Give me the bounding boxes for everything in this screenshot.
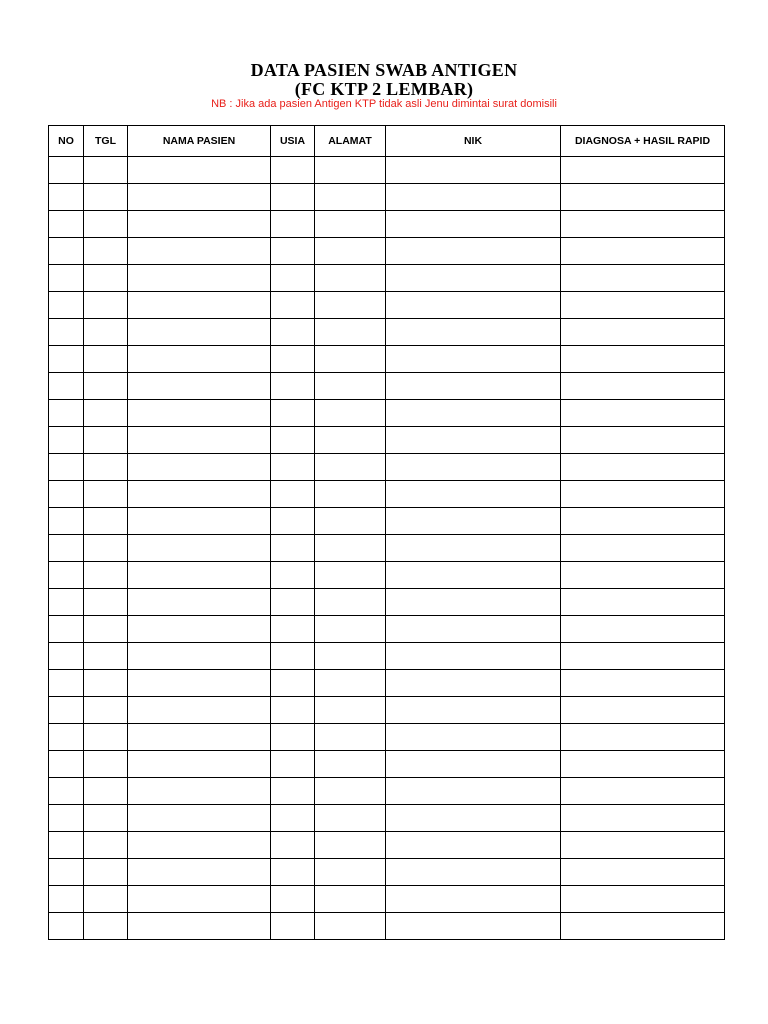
cell-alamat[interactable]: [315, 238, 386, 265]
table-row: [49, 454, 725, 481]
header-diagnosa-hasil-rapid: DIAGNOSA + HASIL RAPID: [561, 126, 725, 157]
cell-alamat[interactable]: [315, 211, 386, 238]
cell-diagnosa-hasil-rapid[interactable]: [561, 238, 725, 265]
cell-nama-pasien[interactable]: [128, 481, 271, 508]
cell-nik[interactable]: [386, 508, 561, 535]
cell-usia[interactable]: [271, 805, 315, 832]
cell-nama-pasien[interactable]: [128, 319, 271, 346]
cell-diagnosa-hasil-rapid[interactable]: [561, 319, 725, 346]
table-row: [49, 589, 725, 616]
cell-tgl[interactable]: [84, 184, 128, 211]
cell-diagnosa-hasil-rapid[interactable]: [561, 805, 725, 832]
cell-usia[interactable]: [271, 508, 315, 535]
header-nik: NIK: [386, 126, 561, 157]
cell-alamat[interactable]: [315, 454, 386, 481]
cell-tgl[interactable]: [84, 427, 128, 454]
table-row: [49, 751, 725, 778]
cell-usia[interactable]: [271, 724, 315, 751]
table-row: [49, 157, 725, 184]
cell-tgl[interactable]: [84, 481, 128, 508]
cell-alamat[interactable]: [315, 751, 386, 778]
cell-alamat[interactable]: [315, 535, 386, 562]
cell-tgl[interactable]: [84, 346, 128, 373]
cell-diagnosa-hasil-rapid[interactable]: [561, 670, 725, 697]
cell-diagnosa-hasil-rapid[interactable]: [561, 265, 725, 292]
cell-nama-pasien[interactable]: [128, 454, 271, 481]
cell-no[interactable]: [49, 265, 84, 292]
cell-usia[interactable]: [271, 697, 315, 724]
cell-tgl[interactable]: [84, 643, 128, 670]
cell-tgl[interactable]: [84, 805, 128, 832]
cell-nik[interactable]: [386, 616, 561, 643]
cell-tgl[interactable]: [84, 157, 128, 184]
cell-diagnosa-hasil-rapid[interactable]: [561, 562, 725, 589]
cell-tgl[interactable]: [84, 454, 128, 481]
cell-nik[interactable]: [386, 481, 561, 508]
table-row: [49, 319, 725, 346]
cell-tgl[interactable]: [84, 265, 128, 292]
cell-diagnosa-hasil-rapid[interactable]: [561, 778, 725, 805]
header-tgl: TGL: [84, 126, 128, 157]
cell-nama-pasien[interactable]: [128, 292, 271, 319]
table-row: [49, 832, 725, 859]
cell-tgl[interactable]: [84, 508, 128, 535]
cell-alamat[interactable]: [315, 724, 386, 751]
cell-nik[interactable]: [386, 319, 561, 346]
cell-nik[interactable]: [386, 913, 561, 940]
cell-tgl[interactable]: [84, 535, 128, 562]
table-row: [49, 346, 725, 373]
cell-alamat[interactable]: [315, 346, 386, 373]
cell-diagnosa-hasil-rapid[interactable]: [561, 481, 725, 508]
cell-nama-pasien[interactable]: [128, 346, 271, 373]
cell-tgl[interactable]: [84, 562, 128, 589]
cell-diagnosa-hasil-rapid[interactable]: [561, 589, 725, 616]
cell-diagnosa-hasil-rapid[interactable]: [561, 184, 725, 211]
cell-nik[interactable]: [386, 184, 561, 211]
cell-nama-pasien[interactable]: [128, 724, 271, 751]
cell-no[interactable]: [49, 751, 84, 778]
cell-nama-pasien[interactable]: [128, 805, 271, 832]
cell-diagnosa-hasil-rapid[interactable]: [561, 427, 725, 454]
cell-nik[interactable]: [386, 535, 561, 562]
cell-diagnosa-hasil-rapid[interactable]: [561, 859, 725, 886]
cell-nik[interactable]: [386, 373, 561, 400]
table-row: [49, 292, 725, 319]
cell-no[interactable]: [49, 346, 84, 373]
cell-alamat[interactable]: [315, 589, 386, 616]
cell-diagnosa-hasil-rapid[interactable]: [561, 292, 725, 319]
cell-usia[interactable]: [271, 265, 315, 292]
cell-diagnosa-hasil-rapid[interactable]: [561, 535, 725, 562]
cell-usia[interactable]: [271, 751, 315, 778]
table-row: [49, 670, 725, 697]
cell-nama-pasien[interactable]: [128, 913, 271, 940]
cell-nama-pasien[interactable]: [128, 211, 271, 238]
cell-tgl[interactable]: [84, 319, 128, 346]
cell-no[interactable]: [49, 211, 84, 238]
cell-nik[interactable]: [386, 832, 561, 859]
cell-alamat[interactable]: [315, 481, 386, 508]
cell-tgl[interactable]: [84, 859, 128, 886]
cell-no[interactable]: [49, 805, 84, 832]
cell-alamat[interactable]: [315, 184, 386, 211]
cell-tgl[interactable]: [84, 670, 128, 697]
cell-nama-pasien[interactable]: [128, 589, 271, 616]
cell-nama-pasien[interactable]: [128, 697, 271, 724]
cell-diagnosa-hasil-rapid[interactable]: [561, 643, 725, 670]
cell-nik[interactable]: [386, 670, 561, 697]
cell-tgl[interactable]: [84, 292, 128, 319]
cell-nik[interactable]: [386, 589, 561, 616]
cell-usia[interactable]: [271, 670, 315, 697]
cell-no[interactable]: [49, 157, 84, 184]
cell-nama-pasien[interactable]: [128, 238, 271, 265]
cell-alamat[interactable]: [315, 373, 386, 400]
cell-usia[interactable]: [271, 238, 315, 265]
cell-nama-pasien[interactable]: [128, 400, 271, 427]
cell-nik[interactable]: [386, 805, 561, 832]
cell-alamat[interactable]: [315, 805, 386, 832]
header-no: NO: [49, 126, 84, 157]
table-row: [49, 238, 725, 265]
cell-alamat[interactable]: [315, 427, 386, 454]
cell-tgl[interactable]: [84, 400, 128, 427]
cell-no[interactable]: [49, 724, 84, 751]
cell-usia[interactable]: [271, 400, 315, 427]
cell-usia[interactable]: [271, 589, 315, 616]
cell-nama-pasien[interactable]: [128, 778, 271, 805]
cell-diagnosa-hasil-rapid[interactable]: [561, 724, 725, 751]
cell-usia[interactable]: [271, 319, 315, 346]
table-row: [49, 265, 725, 292]
cell-alamat[interactable]: [315, 886, 386, 913]
cell-usia[interactable]: [271, 373, 315, 400]
cell-nama-pasien[interactable]: [128, 670, 271, 697]
cell-nama-pasien[interactable]: [128, 859, 271, 886]
cell-no[interactable]: [49, 670, 84, 697]
cell-alamat[interactable]: [315, 265, 386, 292]
cell-no[interactable]: [49, 508, 84, 535]
cell-nama-pasien[interactable]: [128, 886, 271, 913]
cell-no[interactable]: [49, 697, 84, 724]
cell-no[interactable]: [49, 832, 84, 859]
cell-nama-pasien[interactable]: [128, 157, 271, 184]
cell-diagnosa-hasil-rapid[interactable]: [561, 157, 725, 184]
cell-alamat[interactable]: [315, 562, 386, 589]
cell-nama-pasien[interactable]: [128, 373, 271, 400]
cell-no[interactable]: [49, 616, 84, 643]
cell-diagnosa-hasil-rapid[interactable]: [561, 913, 725, 940]
cell-usia[interactable]: [271, 913, 315, 940]
cell-nik[interactable]: [386, 724, 561, 751]
cell-usia[interactable]: [271, 211, 315, 238]
cell-diagnosa-hasil-rapid[interactable]: [561, 346, 725, 373]
cell-usia[interactable]: [271, 292, 315, 319]
cell-alamat[interactable]: [315, 913, 386, 940]
cell-nama-pasien[interactable]: [128, 427, 271, 454]
cell-no[interactable]: [49, 373, 84, 400]
table-row: [49, 724, 725, 751]
cell-alamat[interactable]: [315, 643, 386, 670]
cell-no[interactable]: [49, 535, 84, 562]
cell-alamat[interactable]: [315, 616, 386, 643]
patient-table: [48, 125, 725, 940]
cell-nama-pasien[interactable]: [128, 643, 271, 670]
cell-tgl[interactable]: [84, 886, 128, 913]
cell-alamat[interactable]: [315, 157, 386, 184]
cell-nama-pasien[interactable]: [128, 265, 271, 292]
header-usia: USIA: [271, 126, 315, 157]
cell-diagnosa-hasil-rapid[interactable]: [561, 400, 725, 427]
cell-diagnosa-hasil-rapid[interactable]: [561, 886, 725, 913]
table-row: [49, 886, 725, 913]
cell-nik[interactable]: [386, 157, 561, 184]
cell-diagnosa-hasil-rapid[interactable]: [561, 751, 725, 778]
table-row: [49, 913, 725, 940]
cell-alamat[interactable]: [315, 697, 386, 724]
cell-usia[interactable]: [271, 481, 315, 508]
cell-no[interactable]: [49, 184, 84, 211]
cell-diagnosa-hasil-rapid[interactable]: [561, 697, 725, 724]
cell-usia[interactable]: [271, 832, 315, 859]
cell-tgl[interactable]: [84, 913, 128, 940]
note-text: NB : Jika ada pasien Antigen KTP tidak asli Jenu dimintai surat domisili: [211, 98, 557, 110]
cell-nik[interactable]: [386, 643, 561, 670]
cell-no[interactable]: [49, 886, 84, 913]
table-body: [49, 157, 725, 940]
cell-tgl[interactable]: [84, 238, 128, 265]
cell-no[interactable]: [49, 481, 84, 508]
header-nama-pasien: NAMA PASIEN: [128, 126, 271, 157]
cell-no[interactable]: [49, 859, 84, 886]
cell-diagnosa-hasil-rapid[interactable]: [561, 454, 725, 481]
cell-usia[interactable]: [271, 616, 315, 643]
cell-nama-pasien[interactable]: [128, 562, 271, 589]
cell-nik[interactable]: [386, 265, 561, 292]
document-title: DATA PASIEN SWAB ANTIGEN: [250, 60, 518, 80]
cell-nik[interactable]: [386, 454, 561, 481]
cell-usia[interactable]: [271, 562, 315, 589]
cell-alamat[interactable]: [315, 508, 386, 535]
cell-diagnosa-hasil-rapid[interactable]: [561, 373, 725, 400]
cell-usia[interactable]: [271, 643, 315, 670]
cell-nik[interactable]: [386, 697, 561, 724]
cell-nik[interactable]: [386, 346, 561, 373]
table-row: [49, 427, 725, 454]
table-row: [49, 697, 725, 724]
cell-tgl[interactable]: [84, 751, 128, 778]
cell-nik[interactable]: [386, 886, 561, 913]
cell-nama-pasien[interactable]: [128, 751, 271, 778]
cell-alamat[interactable]: [315, 859, 386, 886]
cell-usia[interactable]: [271, 427, 315, 454]
cell-no[interactable]: [49, 778, 84, 805]
cell-alamat[interactable]: [315, 400, 386, 427]
table-header-row: [49, 126, 725, 157]
cell-tgl[interactable]: [84, 211, 128, 238]
cell-nik[interactable]: [386, 562, 561, 589]
cell-no[interactable]: [49, 238, 84, 265]
table-row: [49, 184, 725, 211]
cell-alamat[interactable]: [315, 292, 386, 319]
table-row: [49, 211, 725, 238]
cell-usia[interactable]: [271, 157, 315, 184]
document-subtitle: (FC KTP 2 LEMBAR): [294, 79, 474, 99]
cell-diagnosa-hasil-rapid[interactable]: [561, 832, 725, 859]
cell-no[interactable]: [49, 913, 84, 940]
cell-alamat[interactable]: [315, 670, 386, 697]
cell-nik[interactable]: [386, 778, 561, 805]
table-row: [49, 805, 725, 832]
cell-usia[interactable]: [271, 346, 315, 373]
cell-nama-pasien[interactable]: [128, 832, 271, 859]
cell-alamat[interactable]: [315, 778, 386, 805]
table-row: [49, 778, 725, 805]
cell-no[interactable]: [49, 454, 84, 481]
cell-nik[interactable]: [386, 859, 561, 886]
cell-no[interactable]: [49, 562, 84, 589]
cell-usia[interactable]: [271, 184, 315, 211]
cell-usia[interactable]: [271, 535, 315, 562]
cell-nik[interactable]: [386, 427, 561, 454]
cell-tgl[interactable]: [84, 724, 128, 751]
table-row: [49, 616, 725, 643]
table-row: [49, 400, 725, 427]
table-row: [49, 643, 725, 670]
cell-nama-pasien[interactable]: [128, 616, 271, 643]
cell-usia[interactable]: [271, 886, 315, 913]
cell-nama-pasien[interactable]: [128, 508, 271, 535]
cell-usia[interactable]: [271, 454, 315, 481]
cell-no[interactable]: [49, 589, 84, 616]
cell-nik[interactable]: [386, 400, 561, 427]
cell-alamat[interactable]: [315, 319, 386, 346]
table-row: [49, 508, 725, 535]
cell-no[interactable]: [49, 427, 84, 454]
cell-tgl[interactable]: [84, 832, 128, 859]
cell-alamat[interactable]: [315, 832, 386, 859]
cell-nama-pasien[interactable]: [128, 535, 271, 562]
cell-tgl[interactable]: [84, 373, 128, 400]
cell-no[interactable]: [49, 400, 84, 427]
cell-usia[interactable]: [271, 859, 315, 886]
table-row: [49, 373, 725, 400]
cell-usia[interactable]: [271, 778, 315, 805]
cell-tgl[interactable]: [84, 616, 128, 643]
cell-nik[interactable]: [386, 211, 561, 238]
cell-diagnosa-hasil-rapid[interactable]: [561, 508, 725, 535]
cell-tgl[interactable]: [84, 697, 128, 724]
cell-nik[interactable]: [386, 292, 561, 319]
cell-diagnosa-hasil-rapid[interactable]: [561, 211, 725, 238]
header-alamat: ALAMAT: [315, 126, 386, 157]
table-row: [49, 859, 725, 886]
table-row: [49, 535, 725, 562]
cell-no[interactable]: [49, 292, 84, 319]
cell-nama-pasien[interactable]: [128, 184, 271, 211]
cell-nik[interactable]: [386, 751, 561, 778]
cell-no[interactable]: [49, 643, 84, 670]
cell-diagnosa-hasil-rapid[interactable]: [561, 616, 725, 643]
cell-nik[interactable]: [386, 238, 561, 265]
table-row: [49, 481, 725, 508]
table-row: [49, 562, 725, 589]
cell-tgl[interactable]: [84, 589, 128, 616]
cell-tgl[interactable]: [84, 778, 128, 805]
cell-no[interactable]: [49, 319, 84, 346]
